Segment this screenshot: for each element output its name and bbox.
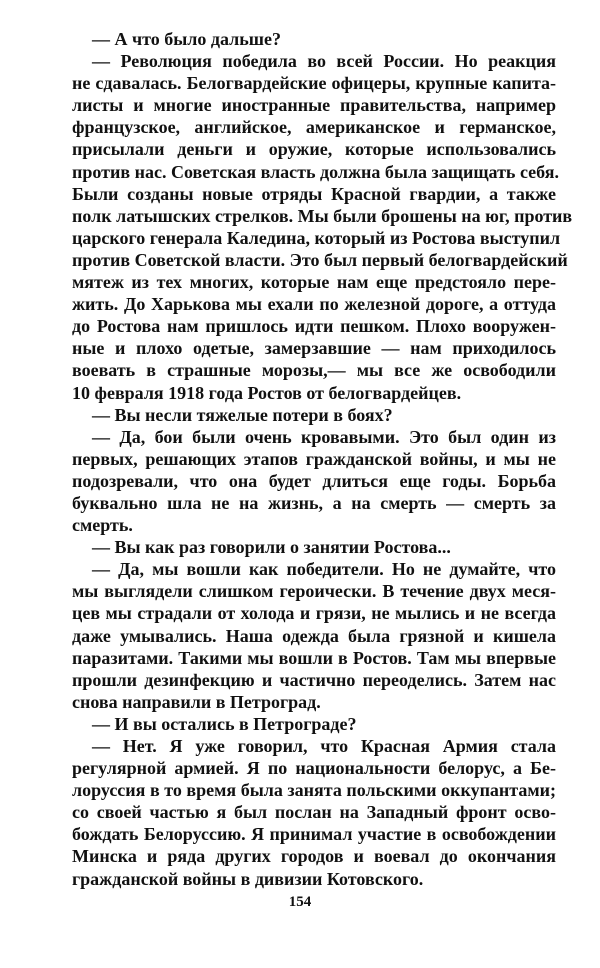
text-line: смерть.: [72, 515, 133, 536]
text-line: паразитами. Такими мы вошли в Ростов. Там мы впервые: [72, 647, 556, 668]
text-line: буквально шла не на жизнь, а на смерть — смерть за: [72, 492, 556, 513]
text-line: даже умывались. Наша одежда была грязной и кишела: [72, 625, 556, 646]
text-line: бождать Белоруссию. Я принимал участие в освобождении: [72, 824, 556, 845]
text-line: снова направили в Петроград.: [72, 691, 321, 712]
text-line: прошли дезинфекцию и частично переоделись. Затем нас: [72, 669, 556, 690]
text-line: регулярной армией. Я по национальности белорус, а Бе-: [72, 758, 556, 779]
paragraph: [72, 735, 556, 890]
paragraph: [72, 28, 556, 50]
paragraph: [72, 713, 556, 735]
text-line: ные и плохо одетые, замерзавшие — нам приходилось: [72, 338, 556, 359]
text-line: не сдавалась. Белогвардейские офицеры, крупные капита-: [72, 73, 556, 94]
text-line: присылали деньги и оружие, которые использовались: [72, 139, 556, 160]
paragraph: [72, 50, 573, 404]
text-line: — И вы остались в Петрограде?: [92, 713, 357, 734]
text-line: — А что было дальше?: [92, 29, 281, 49]
text-line: мятеж из тех многих, которые нам еще предстояло пере-: [72, 272, 556, 293]
text-line: против Советской власти. Это был первый белогвардейский: [72, 249, 568, 270]
book-page-text: [72, 28, 573, 890]
text-line: Были созданы новые отряды Красной гвардии, а также: [72, 183, 556, 204]
page-number: 154: [288, 894, 312, 910]
text-line: — Да, бои были очень кровавыми. Это был один из: [92, 426, 556, 447]
text-line: — Вы как раз говорили о занятии Ростова...: [92, 537, 451, 558]
text-line: против нас. Советская власть должна была защищать себя.: [72, 161, 559, 182]
text-line: воевать в страшные морозы,— мы все же освободили: [72, 360, 556, 381]
text-line: цев мы страдали от холода и грязи, не мылись и не всегда: [72, 603, 556, 624]
text-line: мы выглядели слишком героически. В течение двух меся-: [72, 581, 556, 602]
paragraph: [72, 536, 556, 558]
text-line: Минска и ряда других городов и воевал до окончания: [72, 846, 556, 867]
text-line: гражданской войны в дивизии Котовского.: [72, 868, 424, 889]
text-line: до Ростова нам пришлось идти пешком. Плохо вооружен-: [72, 316, 556, 337]
text-line: 10 февраля 1918 года Ростов от белогвардейцев.: [72, 382, 462, 403]
text-line: лоруссия в то время была занята польскими оккупантами;: [72, 780, 556, 801]
text-line: — Нет. Я уже говорил, что Красная Армия стала: [92, 736, 556, 756]
text-line: листы и многие иностранные правительства, например: [72, 95, 556, 116]
text-line: — Вы несли тяжелые потери в боях?: [92, 404, 393, 425]
text-line: царского генерала Каледина, который из Ростова выступил: [72, 227, 561, 248]
text-line: французское, английское, американское и германское,: [72, 117, 556, 138]
text-line: со своей частью я был послан на Западный фронт осво-: [72, 802, 556, 823]
text-line: первых, решающих этапов гражданской войны, и мы не: [72, 448, 556, 469]
text-line: полк латышских стрелков. Мы были брошены на юг, против: [72, 205, 573, 226]
paragraph: [72, 404, 556, 426]
text-line: жить. До Харькова мы ехали по железной дороге, а оттуда: [72, 294, 556, 315]
text-line: подозревали, что она будет длиться еще годы. Борьба: [72, 470, 556, 491]
text-line: — Революция победила во всей России. Но реакция: [92, 51, 556, 72]
paragraph: [72, 426, 556, 536]
paragraph: [72, 558, 556, 713]
text-line: — Да, мы вошли как победители. Но не думайте, что: [92, 559, 556, 580]
